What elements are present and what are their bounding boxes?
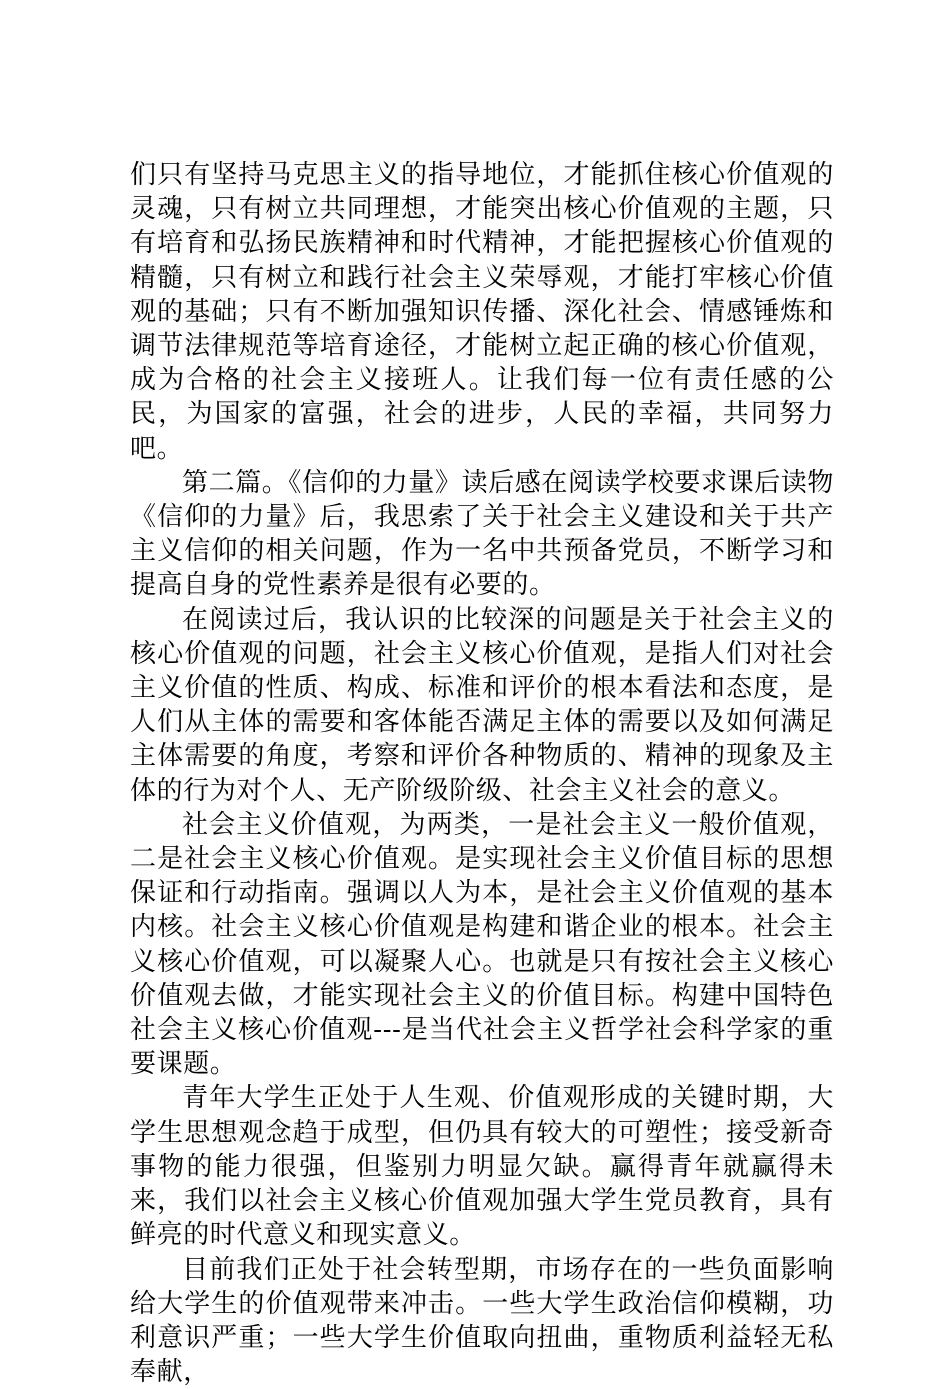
- paragraph-continuation: 们只有坚持马克思主义的指导地位，才能抓住核心价值观的灵魂，只有树立共同理想，才能突出核心价值观的主题，只有培育和弘扬民族精神和时代精神，才能把握核心价值观的精髓，只有树立和践行社会主义荣辱观，才能打牢核心价值观的基础；只有不断加强知识传播、深化社会、情感锤炼和调节法律规范等培育途径，才能树立起正确的核心价值观，成为合格的社会主义接班人。让我们每一位有责任感的公民，为国家的富强，社会的进步，人民的幸福，共同努力吧。: [130, 158, 834, 466]
- paragraph-youth-students: 青年大学生正处于人生观、价值观形成的关键时期，大学生思想观念趋于成型，但仍具有较大的可塑性；接受新奇事物的能力很强，但鉴别力明显欠缺。赢得青年就赢得未来，我们以社会主义核心价值观加强大学生党员教育，具有鲜亮的时代意义和现实意义。: [130, 1081, 834, 1252]
- document-body: [130, 158, 834, 1389]
- paragraph-social-transition: 目前我们正处于社会转型期，市场存在的一些负面影响给大学生的价值观带来冲击。一些大学生政治信仰模糊，功利意识严重；一些大学生价值取向扭曲，重物质利益轻无私奉献，: [130, 1253, 834, 1389]
- paragraph-socialist-values-types: 社会主义价值观，为两类，一是社会主义一般价值观，二是社会主义核心价值观。是实现社会主义价值目标的思想保证和行动指南。强调以人为本，是社会主义价值观的基本内核。社会主义核心价值观是构建和谐企业的根本。社会主义核心价值观，可以凝聚人心。也就是只有按社会主义核心价值观去做，才能实现社会主义的价值目标。构建中国特色社会主义核心价值观---是当代社会主义哲学社会科学家的重要课题。: [130, 808, 834, 1082]
- paragraph-second-article-intro: 第二篇。《信仰的力量》读后感在阅读学校要求课后读物《信仰的力量》后，我思索了关于社会主义建设和关于共产主义信仰的相关问题，作为一名中共预备党员，不断学习和提高自身的党性素养是很有必要的。: [130, 466, 834, 603]
- paragraph-core-values-definition: 在阅读过后，我认识的比较深的问题是关于社会主义的核心价值观的问题，社会主义核心价值观，是指人们对社会主义价值的性质、构成、标准和评价的根本看法和态度，是人们从主体的需要和客体能否满足主体的需要以及如何满足主体需要的角度，考察和评价各种物质的、精神的现象及主体的行为对个人、无产阶级阶级、社会主义社会的意义。: [130, 603, 834, 808]
